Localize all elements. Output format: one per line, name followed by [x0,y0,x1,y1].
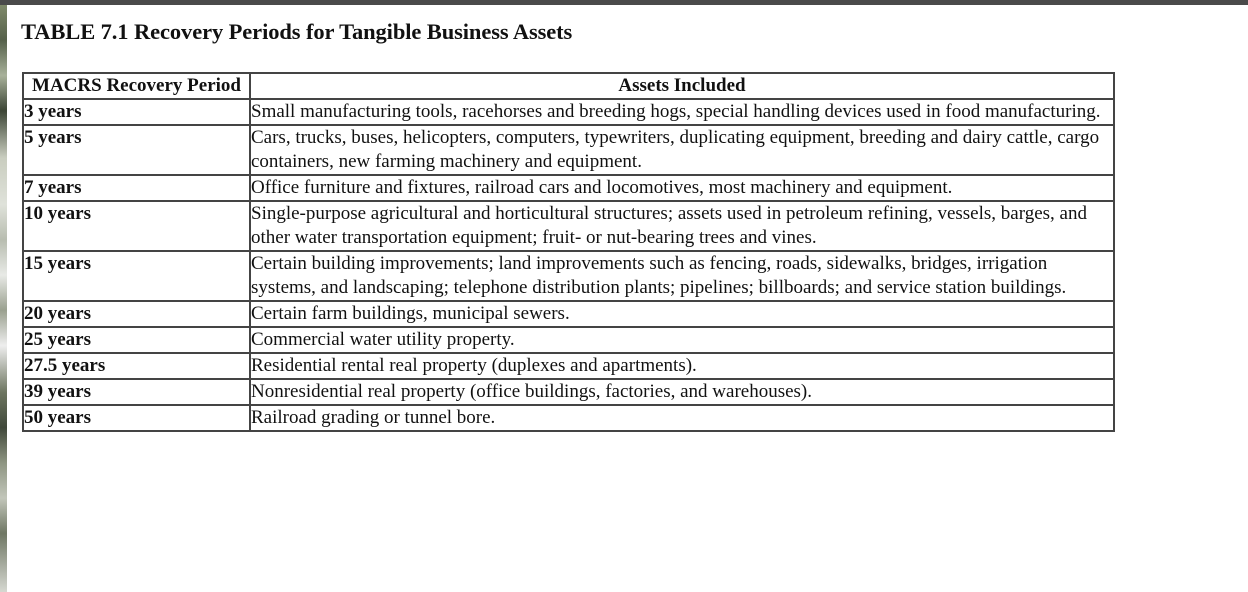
assets-included-cell: Railroad grading or tunnel bore. [250,405,1114,431]
table-row [23,379,1114,405]
header-recovery-period: MACRS Recovery Period [23,73,250,99]
table-row [23,405,1114,431]
recovery-period-cell: 27.5 years [23,353,250,379]
assets-included-cell: Certain farm buildings, municipal sewers. [250,301,1114,327]
assets-included-cell: Commercial water utility property. [250,327,1114,353]
recovery-period-cell: 5 years [23,125,250,175]
table-title: TABLE 7.1 Recovery Periods for Tangible Business Assets [21,19,573,44]
recovery-period-cell: 7 years [23,175,250,201]
recovery-period-cell: 25 years [23,327,250,353]
table-row [23,201,1114,251]
recovery-period-cell: 15 years [23,251,250,301]
recovery-period-cell: 20 years [23,301,250,327]
header-assets-included: Assets Included [250,73,1114,99]
assets-included-cell: Single-purpose agricultural and horticultural structures; assets used in petroleum refining, vessels, barges, and other water transportation equipment; fruit- or nut-bearing trees and vines. [250,201,1114,251]
assets-included-cell: Certain building improvements; land improvements such as fencing, roads, sidewalks, bridges, irrigation systems, and landscaping; telephone distribution plants; pipelines; billboards; and service station buildings. [250,251,1114,301]
table-row [23,125,1114,175]
assets-included-cell: Nonresidential real property (office buildings, factories, and warehouses). [250,379,1114,405]
background-image-strip [0,5,7,592]
table-row [23,327,1114,353]
recovery-period-cell: 39 years [23,379,250,405]
recovery-period-cell: 3 years [23,99,250,125]
recovery-period-cell: 50 years [23,405,250,431]
recovery-periods-table [22,72,1115,432]
table-row [23,353,1114,379]
table-header-row [23,73,1114,99]
assets-included-cell: Residential rental real property (duplexes and apartments). [250,353,1114,379]
assets-included-cell: Small manufacturing tools, racehorses and breeding hogs, special handling devices used in food manufacturing. [250,99,1114,125]
recovery-period-cell: 10 years [23,201,250,251]
assets-included-cell: Cars, trucks, buses, helicopters, computers, typewriters, duplicating equipment, breeding and dairy cattle, cargo containers, new farming machinery and equipment. [250,125,1114,175]
assets-included-cell: Office furniture and fixtures, railroad cars and locomotives, most machinery and equipment. [250,175,1114,201]
table-row [23,175,1114,201]
document-page [7,5,1248,592]
table-row [23,99,1114,125]
table-row [23,251,1114,301]
table-row [23,301,1114,327]
